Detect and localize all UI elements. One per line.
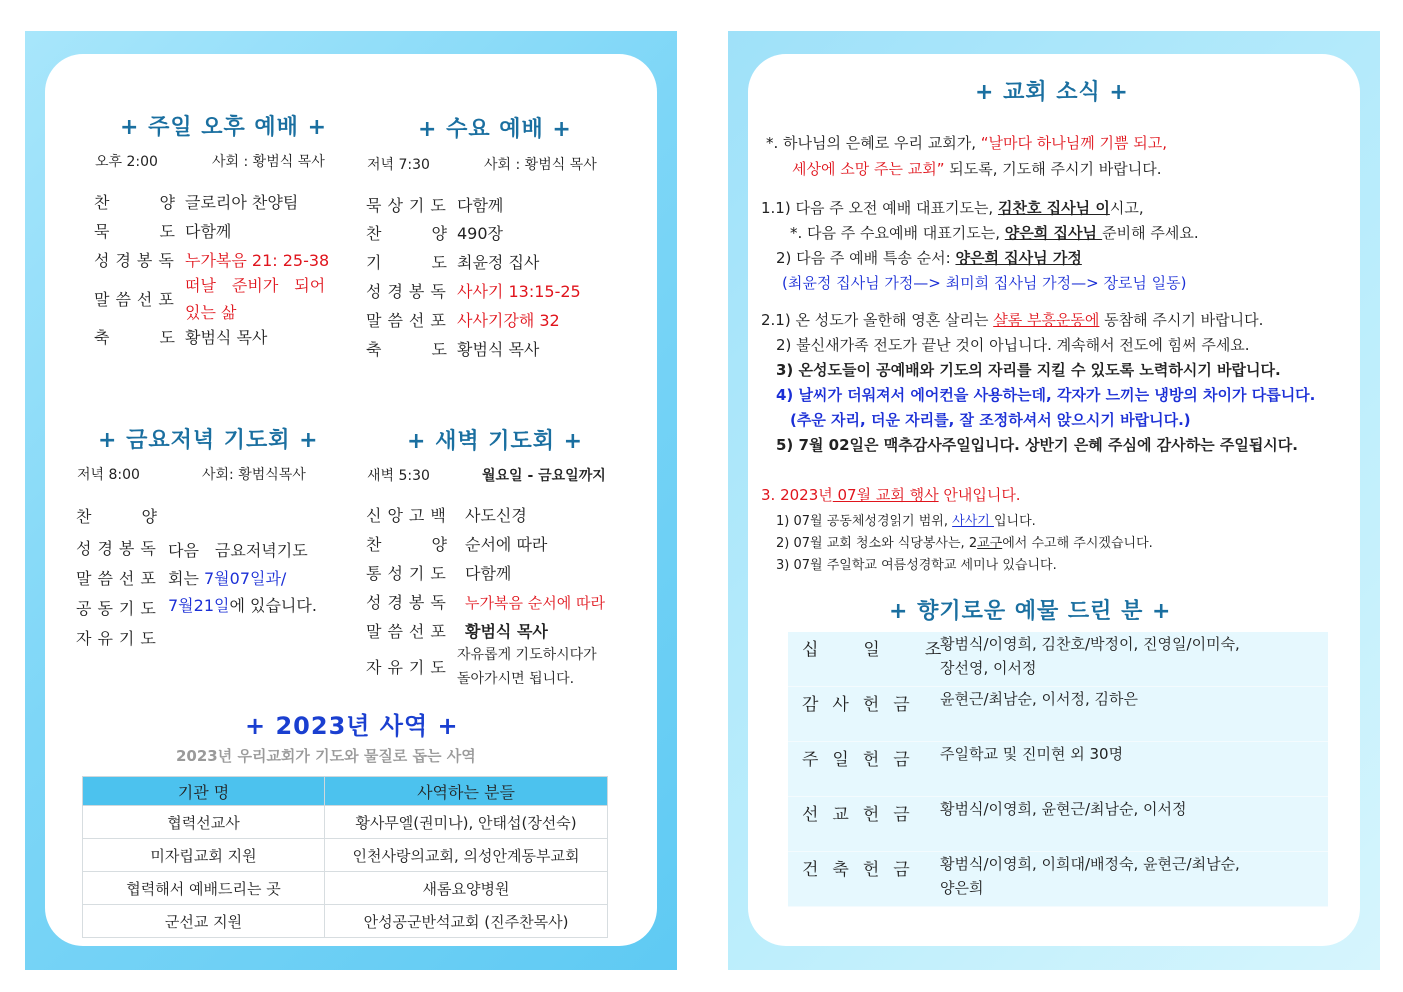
news-intro-line1: *. 하나님의 은혜로 우리 교회가, “날마다 하나님께 기쁨 되고, [766,134,1167,152]
offering-value: 주일학교 및 진미현 외 30명 [940,745,1124,763]
dawn-label-1: 찬 양 [366,535,453,554]
offering-row-sunday [788,742,1328,797]
wednesday-value-3: 사사기 13:15-25 [457,282,581,301]
wednesday-value-5: 황범식 목사 [457,340,540,359]
friday-host: 사회: 황범식목사 [202,467,306,483]
friday-note-2: 회는 7월07일과/ [168,569,287,588]
news-1-1b: *. 다음 주 수요예배 대표기도는, 양은희 집사님 준비해 주세요. [790,224,1199,242]
dawn-label-0: 신앙고백 [366,506,452,525]
ministry-header-row [83,777,608,806]
ministry-header-org: 기관 명 [83,777,325,806]
sunday-pm-host: 사회 : 황범식 목사 [212,154,325,170]
dawn-label-4: 말씀선포 [366,622,452,641]
wednesday-time: 저녁 7:30 [367,157,430,173]
offering-value: 황범식/이영희, 이희대/배정숙, 윤현근/최남순, [940,855,1240,873]
news-1-2: 2) 다음 주 예배 특송 순서: 양은희 집사님 가정 [776,249,1082,267]
ministry-cell: 안성공군반석교회 (진주찬목사) [325,905,608,938]
news-2-1: 2.1) 온 성도가 올한해 영혼 살리는 샬롬 부흥운동에 동참해 주시기 바랍니다. [761,311,1264,329]
sunday-pm-value-3: 떠날 준비가 되어 [185,276,326,295]
news-2-3: 3) 온성도들이 공예배와 기도의 자리를 지킬 수 있도록 노력하시기 바랍니다. [776,361,1281,379]
sunday-pm-label-4: 축 도 [94,328,181,347]
wednesday-title: + 수요 예배 + [418,117,572,142]
dawn-value-1: 순서에 따라 [465,535,548,554]
wednesday-value-0: 다함께 [457,196,504,215]
offering-value: 황범식/이영희, 윤현근/최남순, 이서정 [940,800,1187,818]
sunday-pm-time: 오후 2:00 [95,154,158,170]
table-row [83,872,608,905]
ministry-cell: 인천사랑의교회, 의성안계동부교회 [325,839,608,872]
offering-label: 주일헌금 [802,750,924,770]
ministry-cell: 군선교 지원 [83,905,325,938]
wednesday-host: 사회 : 황범식 목사 [484,157,597,173]
offering-value: 윤현근/최남순, 이서정, 김하은 [940,690,1139,708]
friday-time: 저녁 8:00 [77,467,140,483]
friday-label-0: 찬 양 [76,507,163,526]
friday-note-3: 7월21일에 있습니다. [168,596,317,615]
news-3-2: 2) 07월 교회 청소와 식당봉사는, 2교구에서 수고해 주시겠습니다. [776,536,1153,551]
dawn-value-5: 자유롭게 기도하시다가 [457,647,597,663]
offering-row-tithe [788,632,1328,687]
ministry-cell: 협력해서 예배드리는 곳 [83,872,325,905]
dawn-value-3: 누가복음 순서에 따라 [465,594,605,612]
table-row [83,905,608,938]
news-2-5: 5) 7월 02일은 맥추감사주일입니다. 상반기 은혜 주심에 감사하는 주일됩시다. [776,436,1298,454]
wednesday-label-0: 묵상기도 [366,196,452,215]
ministry-subtitle: 2023년 우리교회가 기도와 물질로 돕는 사역 [176,747,476,765]
ministry-header-people: 사역하는 분들 [325,777,608,806]
table-row [83,806,608,839]
friday-label-4: 자유기도 [76,629,162,648]
dawn-label-2: 통성기도 [366,564,452,583]
dawn-value-4: 황범식 목사 [465,622,548,641]
table-row [83,839,608,872]
ministry-cell: 새롬요양병원 [325,872,608,905]
offering-row-building [788,852,1328,907]
news-2-4: 4) 날씨가 더워져서 에어컨을 사용하는데, 각자가 느끼는 냉방의 차이가 다릅니다. [776,386,1316,404]
sunday-pm-value-1: 다함께 [185,222,232,241]
wednesday-label-3: 성경봉독 [366,282,452,301]
news-1-1: 1.1) 다음 주 오전 예배 대표기도는, 김찬호 집사님 이시고, [761,199,1144,217]
news-2-4b: (추운 자리, 더운 자리를, 잘 조정하셔서 앉으시기 바랍니다.) [790,411,1191,429]
friday-title: + 금요저녁 기도회 + [98,428,319,453]
wednesday-value-1: 490장 [457,224,503,243]
sunday-pm-label-0: 찬 양 [94,193,181,212]
wednesday-label-4: 말씀선포 [366,311,452,330]
sunday-pm-label-2: 성경봉독 [94,251,180,270]
offering-row-thanks [788,687,1328,742]
sunday-pm-value-2: 누가복음 21: 25-38 [185,251,330,270]
wednesday-value-2: 최윤정 집사 [457,253,540,272]
dawn-label-5: 자유기도 [366,658,452,677]
sunday-pm-value-3b: 있는 삶 [185,303,237,322]
dawn-value-0: 사도신경 [465,506,527,525]
sunday-pm-label-3: 말씀선포 [94,290,180,309]
news-3-3: 3) 07월 주일학교 여름성경학교 세미나 있습니다. [776,558,1057,573]
ministry-table [82,776,608,938]
offering-label: 선교헌금 [802,805,924,825]
wednesday-label-5: 축 도 [366,340,453,359]
offering-label: 감사헌금 [802,695,924,715]
news-3: 3. 2023년 07월 교회 행사 안내입니다. [761,486,1021,504]
dawn-time: 새벽 5:30 [367,468,430,484]
offering-label: 십 일 조 [802,640,956,660]
friday-label-3: 공동기도 [76,599,162,618]
news-1-2b: (최윤정 집사님 가정—> 최미희 집사님 가정—> 장로님 일동) [782,274,1187,292]
sunday-pm-label-1: 묵 도 [94,222,181,241]
offering-value-2: 장선영, 이서정 [940,659,1037,677]
ministry-cell: 협력선교사 [83,806,325,839]
dawn-value-2: 다함께 [465,564,512,583]
news-2-2: 2) 불신새가족 전도가 끝난 것이 아닙니다. 계속해서 전도에 힘써 주세요. [776,336,1250,354]
offering-row-mission [788,797,1328,852]
wednesday-label-2: 기 도 [366,253,453,272]
sunday-pm-value-0: 글로리아 찬양팀 [185,193,299,212]
dawn-value-5b: 돌아가시면 됩니다. [457,671,575,687]
news-title: + 교회 소식 + [975,80,1129,105]
friday-label-2: 말씀선포 [76,569,162,588]
dawn-title: + 새벽 기도회 + [407,429,584,454]
offering-value-2: 양은희 [940,879,984,897]
wednesday-label-1: 찬 양 [366,224,453,243]
friday-label-1: 성경봉독 [76,539,162,558]
offering-label: 건축헌금 [802,860,924,880]
offering-title: + 향기로운 예물 드린 분 + [889,599,1172,624]
friday-note-1: 다음 금요저녁기도 [168,541,308,560]
sunday-pm-title: + 주일 오후 예배 + [120,115,328,140]
offering-value: 황범식/이영희, 김찬호/박정이, 진영일/이미숙, [940,635,1240,653]
dawn-days: 월요일 - 금요일까지 [482,468,606,484]
ministry-title: + 2023년 사역 + [245,712,459,740]
wednesday-value-4: 사사기강해 32 [457,311,560,330]
news-3-1: 1) 07월 공동체성경읽기 범위, 사사기 입니다. [776,514,1036,529]
dawn-label-3: 성경봉독 [366,593,452,612]
ministry-cell: 미자립교회 지원 [83,839,325,872]
sunday-pm-value-4: 황범식 목사 [185,328,268,347]
news-intro-line2: 세상에 소망 주는 교회” 되도록, 기도해 주시기 바랍니다. [792,160,1162,178]
ministry-cell: 황사무엘(권미나), 안태섭(장선숙) [325,806,608,839]
